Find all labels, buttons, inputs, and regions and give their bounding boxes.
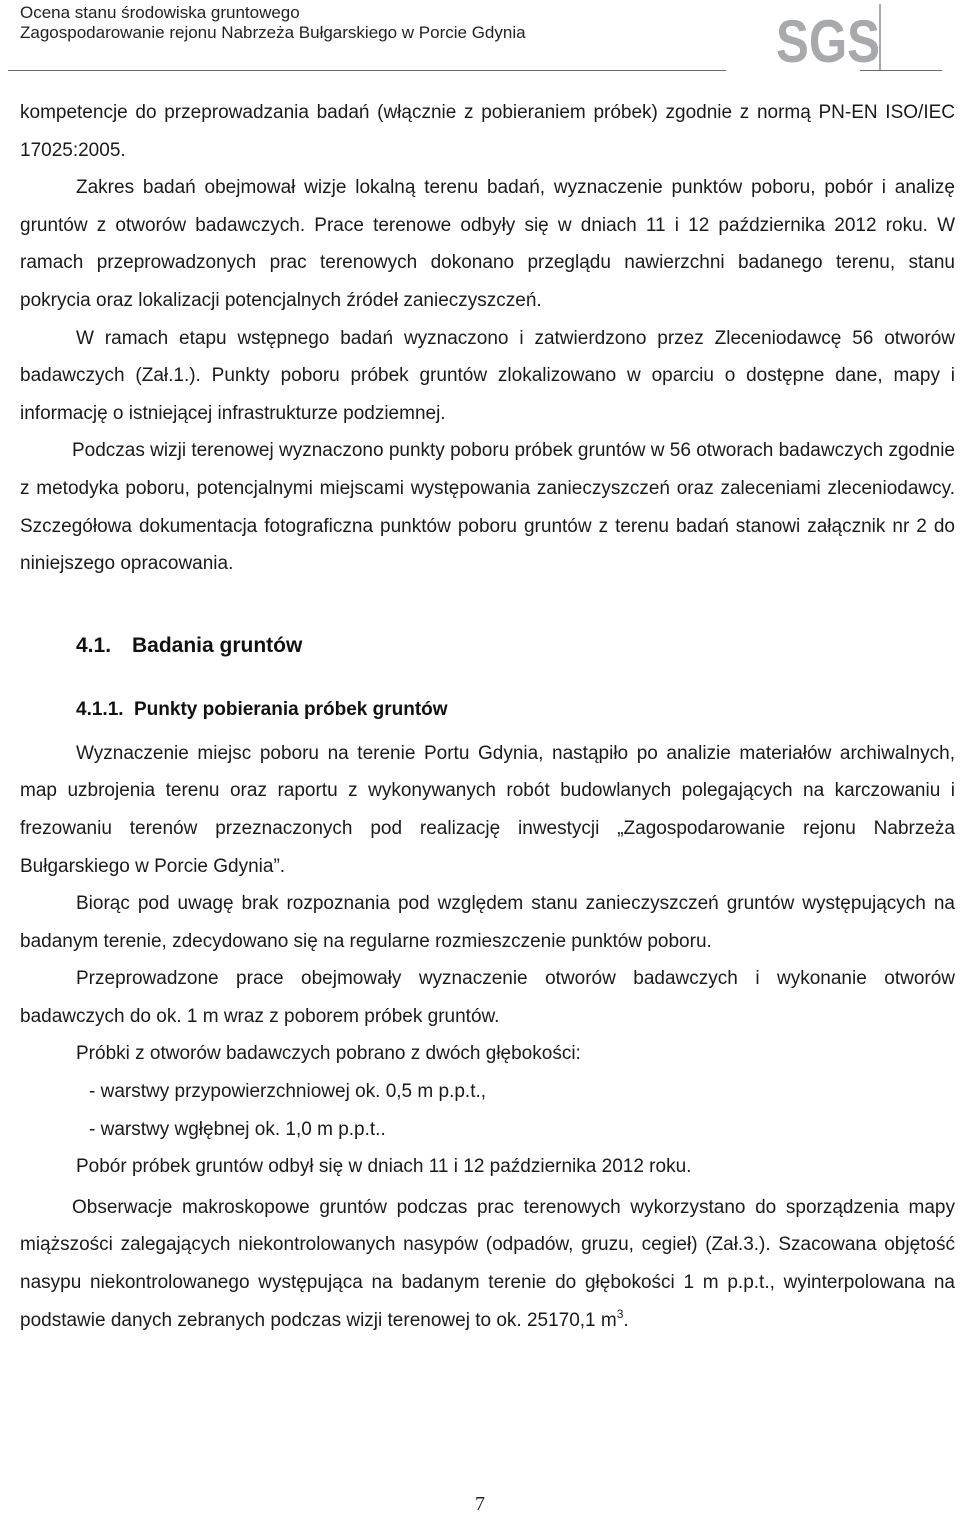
list-item: - warstwy przypowierzchniowej ok. 0,5 m p.p.t., [89,1081,487,1103]
paragraph-scope: Zakres badań obejmował wizje lokalną terenu badań, wyznaczenie punktów poboru, pobór i analizę gruntów z otworów badawczych. Prace terenowe odbyły się w dniach 11 i 12 października 2012 roku. W ramach przeprowadzonych prac terenowych dokonano przeglądu nawierzchni badanego terenu, stanu pokrycia oraz lokalizacji potencjalnych źródeł zanieczyszczeń. [20,177,955,311]
page-header [0,0,960,74]
paragraph-sampling-layout: Biorąc pod uwagę brak rozpoznania pod względem stanu zanieczyszczeń gruntów występujących na badanym terenie, zdecydowano się na regularne rozmieszczenie punktów poboru. [20,893,955,952]
subsection-number: 4.1.1. [76,698,124,720]
observations-text: Obserwacje makroskopowe gruntów podczas prac terenowych wykorzystano do sporządzenia mapy miąższości zalegających niekontrolowanych nasypów (odpadów, gruzu, cegieł) (Zał.3.). Szacowana objętość nasypu niekontrolowanego występująca na badanym terenie do głębokości 1 m p.p.t., wyinterpolowana na podstawie danych zebranych podczas wizji terenowej to ok. 25170,1 m [20,1196,955,1331]
sgs-logo [768,2,888,75]
paragraph-sampling-dates: Pobór próbek gruntów odbył się w dniach 11 i 12 października 2012 roku. [76,1156,692,1178]
header-rule [8,70,726,71]
sgs-logo-text: SGS [776,8,880,75]
header-document-title: Ocena stanu środowiska gruntowego [20,3,300,22]
section-heading [20,631,955,661]
paragraph-sampling-depths: Próbki z otworów badawczych pobrano z dwóch głębokości: [76,1043,581,1065]
subsection-title: Punkty pobierania próbek gruntów [134,698,448,720]
list-item: - warstwy wgłębnej ok. 1,0 m p.p.t.. [89,1118,386,1140]
cubic-superscript: 3 [616,1306,624,1321]
paragraph-competence: kompetencje do przeprowadzania badań (włącznie z pobieraniem próbek) zgodnie z normą PN-EN ISO/IEC 17025:2005. [20,102,955,161]
paragraph-site-selection: Wyznaczenie miejsc poboru na terenie Portu Gdynia, nastąpiło po analizie materiałów archiwalnych, map uzbrojenia terenu oraz raportu z wykonywanych robót budowlanych polegających na karczowaniu i frezowaniu terenów przeznaczonych pod realizację inwestycji „Zagospodarowanie rejonu Nabrzeża Bułgarskiego w Porcie Gdynia”. [20,742,955,877]
section-title: Badania gruntów [132,633,303,657]
subsection-heading [20,695,955,725]
header-project-title: Zagospodarowanie rejonu Nabrzeża Bułgarskiego w Porcie Gdynia [20,23,526,42]
page-number: 7 [475,1493,485,1515]
section-number: 4.1. [76,633,112,657]
paragraph-field-visit: Podczas wizji terenowej wyznaczono punkty poboru próbek gruntów w 56 otworach badawczych zgodnie z metodyka poboru, potencjalnymi miejscami występowania zanieczyszczeń oraz zaleceniami zleceniodawcy. Szczegółowa dokumentacja fotograficzna punktów poboru gruntów z terenu badań stanowi załącznik nr 2 do niniejszego opracowania. [20,440,955,575]
page-body [20,94,955,1339]
observations-end: . [623,1309,629,1331]
paragraph-observations [20,1189,955,1339]
paragraph-works-performed: Przeprowadzone prace obejmowały wyznaczenie otworów badawczych i wykonanie otworów badawczych do ok. 1 m wraz z poborem próbek gruntów. [20,968,955,1027]
paragraph-preliminary-stage: W ramach etapu wstępnego badań wyznaczono i zatwierdzono przez Zleceniodawcę 56 otworów badawczych (Zał.1.). Punkty poboru próbek gruntów zlokalizowano w oparciu o dostępne dane, mapy i informację o istniejącej infrastrukturze podziemnej. [20,327,955,424]
